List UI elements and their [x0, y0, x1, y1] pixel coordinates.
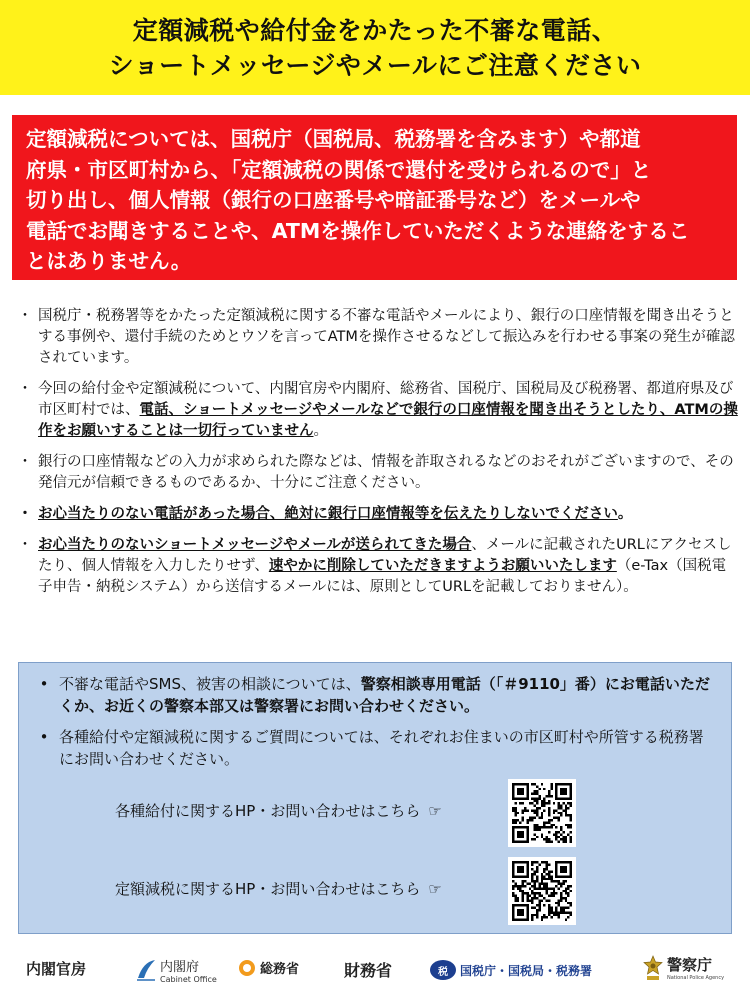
notice-text-emphasis: お心当たりのない電話があった場合、絶対に銀行口座情報等を伝えたりしないでください [38, 506, 618, 522]
notice-item [12, 306, 740, 369]
logo-text: 国税庁・国税局・税務署 [460, 963, 593, 978]
logo-mof [344, 958, 392, 981]
notice-text: 銀行の口座情報などの入力が求められた際などは、情報を詐取されるなどのおそれがございますので、その発信元が信頼できるものであるか、十分にご注意ください。 [38, 454, 734, 491]
notice-text-plain: 、メールに記載されたURLにアクセスしたり、個人情報を入力したりせず、 [38, 537, 732, 574]
warning-line: とはありません。 [26, 249, 192, 273]
qr-label-tax-reduction: 定額減税に関するHP・お問い合わせはこちら [115, 880, 421, 898]
logo-text: 内閣府 [160, 960, 200, 975]
bullet-marker: ・ [17, 537, 33, 553]
contact-box [18, 662, 732, 934]
qr-code-benefits[interactable] [508, 779, 576, 847]
notice-text: 国税庁・税務署等をかたった定額減税に関する不審な電話やメールにより、銀行の口座情報を聞き出そうとする事例や、還付手続のためとウソを言ってATMを操作させるなどして振込みを行わせる事案の発生が確認されています。 [38, 308, 735, 366]
ministry-logos [0, 948, 750, 1000]
qr-link-benefits[interactable] [115, 801, 442, 821]
logo-text: 内閣官房 [26, 960, 87, 978]
warning-line: 切り出し、個人情報（銀行の口座番号や暗証番号など）をメールや [26, 188, 641, 212]
logo-npa [642, 954, 724, 981]
notice-list [12, 306, 740, 608]
bullet-marker: ・ [17, 506, 33, 522]
logo-nta [430, 960, 592, 980]
logo-text: 警察庁 [667, 956, 713, 974]
logo-subtext: National Police Agency [667, 975, 725, 981]
bullet-marker: • [39, 728, 49, 746]
warning-line: 定額減税については、国税庁（国税局、税務署を含みます）や都道 [26, 127, 641, 151]
qr-link-tax-reduction[interactable] [115, 879, 442, 899]
notice-text-emphasis: お心当たりのないショートメッセージやメールが送られてきた場合 [38, 537, 472, 553]
contact-text-plain: 不審な電話やSMS、被害の相談については、 [59, 675, 361, 693]
warning-line: 電話でお聞きすることや、ATMを操作していただくような連絡をするこ [26, 218, 690, 243]
qr-code-tax-reduction[interactable] [508, 857, 576, 925]
contact-item [29, 673, 717, 717]
logo-text: 総務省 [260, 962, 300, 977]
notice-item [12, 504, 740, 525]
title-banner [0, 0, 750, 95]
notice-text-end: 。 [617, 506, 633, 522]
notice-text-emphasis: 速やかに削除していただきますようお願いいたします [268, 558, 617, 574]
police-emblem-icon [642, 955, 664, 981]
notice-item [12, 452, 740, 494]
contact-text [59, 673, 717, 717]
logo-cabinet-office [135, 956, 217, 984]
logo-text: 財務省 [344, 961, 393, 980]
contact-text: 各種給付や定額減税に関するご質問については、それぞれお住まいの市区町村や所管する税務署にお問い合わせください。 [59, 728, 704, 768]
warning-box [12, 115, 737, 280]
logo-mic [238, 958, 299, 977]
qr-label-benefits: 各種給付に関するHP・お問い合わせはこちら [115, 802, 421, 820]
bullet-marker: • [39, 675, 49, 693]
bullet-marker: ・ [17, 381, 33, 397]
logo-cabinet-secretariat [26, 958, 86, 979]
notice-item [12, 379, 740, 442]
notice-text-end: （e-Tax（国税電子申告・納税システム）から送信するメールには、原則としてURLを記載しておりません）。 [38, 558, 727, 595]
notice-text [38, 535, 740, 598]
mic-emblem-icon [238, 959, 256, 977]
bullet-marker: ・ [17, 308, 33, 324]
contact-item [29, 726, 717, 770]
pointing-hand-icon: ☞ [428, 880, 442, 898]
warning-line: 府県・市区町村から、「定額減税の関係で還付を受けられるので」と [26, 157, 652, 182]
notice-text [38, 504, 740, 525]
notice-text-end: 。 [313, 423, 328, 439]
page-title-line2: ショートメッセージやメールにご注意ください [108, 50, 642, 80]
bullet-marker: ・ [17, 454, 33, 470]
qr-code-icon [512, 783, 572, 843]
nta-emblem-icon: 税 [430, 960, 456, 980]
qr-code-icon [512, 861, 572, 921]
page-title-line1: 定額減税や給付金をかたった不審な電話、 [132, 15, 618, 45]
notice-text [38, 379, 740, 442]
contact-text-emphasis: 警察相談専用電話（「＃9110」番）にお電話いただくか、お近くの警察本部又は警察署にお問い合わせください。 [59, 675, 710, 715]
notice-item [12, 535, 740, 598]
notice-text-emphasis: 電話、ショートメッセージやメールなどで銀行の口座情報を聞き出そうとしたり、ATMの操作をお願いすることは一切行っていません [38, 402, 738, 439]
pointing-hand-icon: ☞ [428, 802, 442, 820]
notice-text-plain: 今回の給付金や定額減税について、内閣官房や内閣府、総務省、国税庁、国税局及び税務署、都道府県及び市区町村では、 [38, 381, 734, 418]
logo-subtext: Cabinet Office [160, 975, 217, 984]
cabinet-office-emblem-icon [135, 958, 157, 982]
